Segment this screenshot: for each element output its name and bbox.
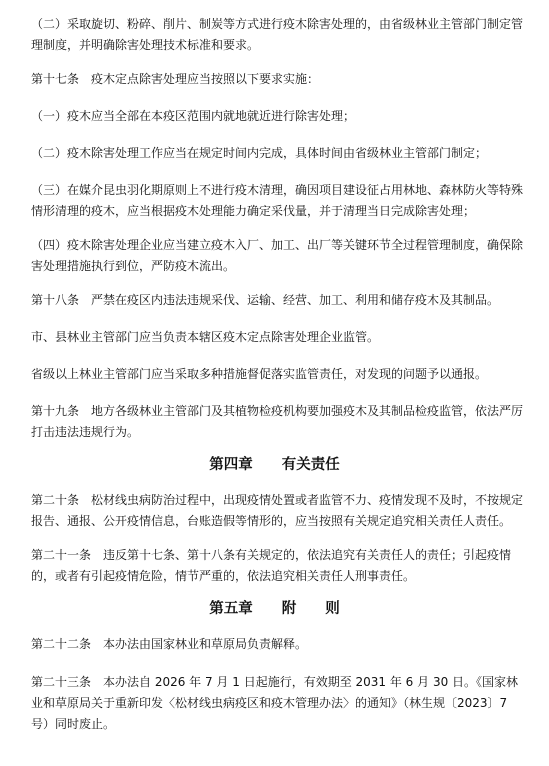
paragraph-article19: 第十九条 地方各级林业主管部门及其植物检疫机构要加强疫木及其制品检疫监管，依法严厉打击违法违规行为。	[31, 404, 524, 439]
paragraph-article20: 第二十条 松材线虫病防治过程中，出现疫情处置或者监管不力、疫情发现不及时，不按规定报告、通报、公开疫情信息，台账造假等情形的，应当按照有关规定追究相关责任人责任。	[31, 493, 524, 528]
paragraph-article22: 第二十二条 本办法由国家林业和草原局负责解释。	[31, 637, 308, 651]
paragraph-county-supervision: 市、县林业主管部门应当负责本辖区疫木定点除害处理企业监管。	[31, 330, 380, 344]
paragraph-article23: 第二十三条 本办法自 2026 年 7 月 1 日起施行，有效期至 2031 年 6 月 30 日。《国家林业和草原局关于重新印发〈松材线虫病疫区和疫木管理办法〉的通知》（林生规〔2023〕7 号）同时废止。	[31, 675, 519, 731]
paragraph-article16-item2: （二）采取旋切、粉碎、削片、制炭等方式进行疫木除害处理的，由省级林业主管部门制定管理制度，并明确除害处理技术标准和要求。	[31, 17, 524, 52]
paragraph-provincial-supervision: 省级以上林业主管部门应当采取多种措施督促落实监管责任，对发现的问题予以通报。	[31, 367, 488, 381]
paragraph-article17-item4: （四）疫木除害处理企业应当建立疫木入厂、加工、出厂等关键环节全过程管理制度，确保除害处理措施执行到位，严防疫木流出。	[31, 238, 524, 273]
paragraph-article17-item3: （三）在媒介昆虫羽化期原则上不进行疫木清理，确因项目建设征占用林地、森林防火等特殊情形清理的疫木，应当根据疫木处理能力确定采伐量，并于清理当日完成除害处理；	[31, 183, 524, 218]
chapter4-heading: 第四章 有关责任	[209, 456, 340, 473]
paragraph-article17-item2: （二）疫木除害处理工作应当在规定时间内完成，具体时间由省级林业主管部门制定；	[31, 146, 488, 160]
paragraph-article18: 第十八条 严禁在疫区内违法违规采伐、运输、经营、加工、利用和储存疫木及其制品。	[31, 293, 500, 307]
chapter5-heading: 第五章 附 则	[209, 600, 340, 617]
paragraph-article17: 第十七条 疫木定点除害处理应当按照以下要求实施：	[31, 72, 320, 86]
paragraph-article17-item1: （一）疫木应当全部在本疫区范围内就地就近进行除害处理；	[31, 109, 356, 123]
paragraph-article21: 第二十一条 违反第十七条、第十八条有关规定的，依法追究有关责任人的责任；引起疫情的，或者有引起疫情危险，情节严重的，依法追究相关责任人刑事责任。	[31, 548, 512, 583]
